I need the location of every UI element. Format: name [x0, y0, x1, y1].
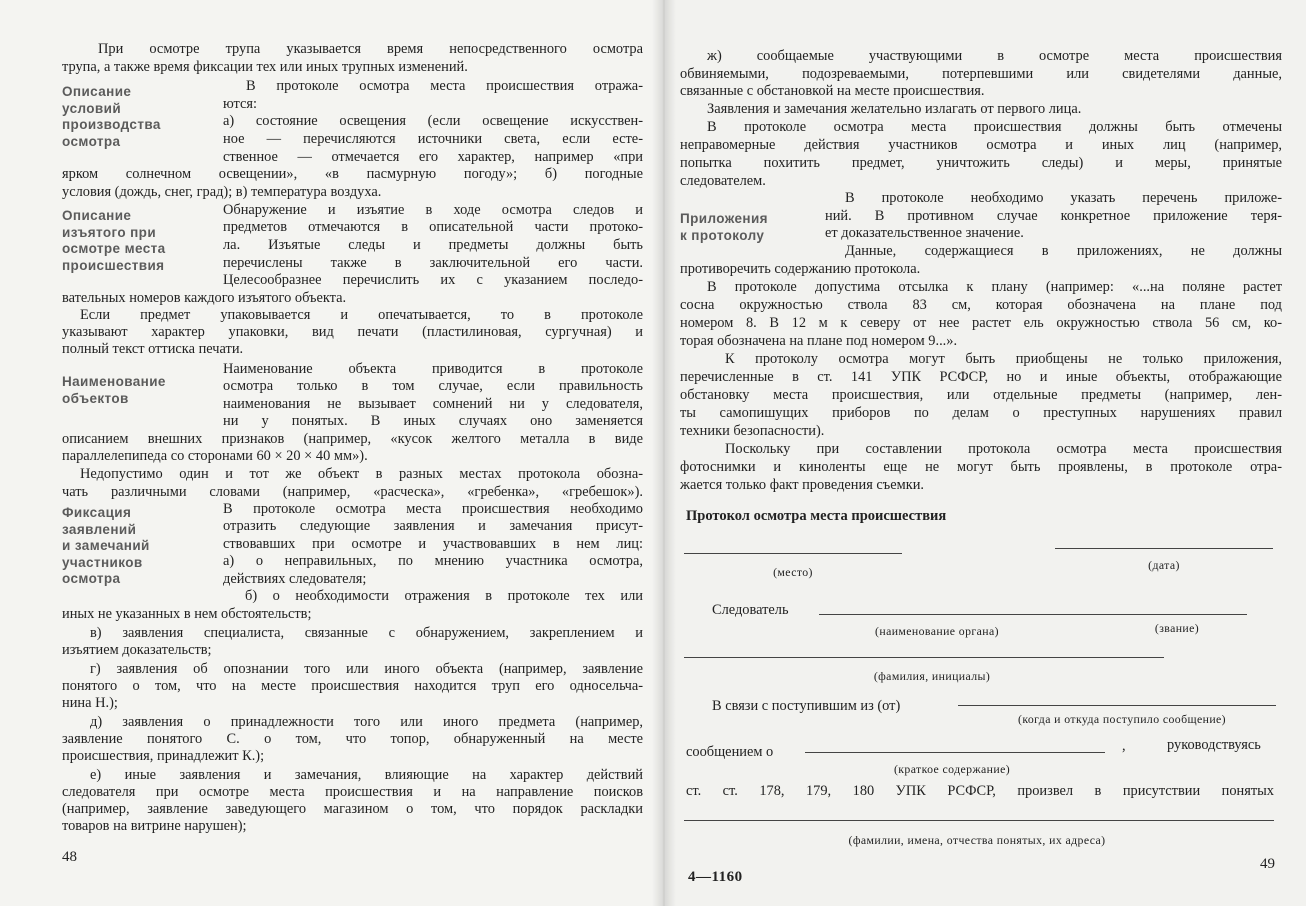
name-caption: (фамилия, инициалы): [873, 669, 991, 683]
text-line: попытка похитить предмет, уничтожить следы) и меры, принятые: [680, 155, 1282, 171]
text-line: трупа, а также время фиксации тех или иных трупных изменений.: [62, 59, 468, 75]
text-line: следователя при осмотре места происшествия и на направление поисков: [62, 784, 643, 800]
place-line: [684, 553, 902, 554]
text-line: осмотра только в том случае, если правильность: [223, 378, 643, 394]
text-line: Поскольку при составлении протокола осмотра места происшествия: [725, 441, 1282, 457]
book-gutter: [652, 0, 676, 906]
text-line: ний. В противном случае конкретное приложение теря-: [825, 208, 1282, 224]
text-line: неправомерные действия участников осмотра и иных лиц (например,: [680, 137, 1282, 153]
text-line: В протоколе осмотра места происшествия отража-: [246, 78, 643, 94]
organ-caption: (наименование органа): [875, 624, 999, 638]
summary-caption: (краткое содержание): [893, 762, 1011, 776]
incoming-line: [958, 705, 1276, 706]
text-line: изъятием доказательств;: [62, 642, 212, 658]
text-line: полный текст оттиска печати.: [62, 341, 244, 357]
text-line: Обнаружение и изъятие в ходе осмотра следов и: [223, 202, 643, 218]
text-line: товаров на витрине нарушен);: [62, 818, 247, 834]
text-line: ются:: [223, 96, 258, 112]
text-line: чать различными словами (например, «расческа», «гребенка», «гребешок»).: [62, 484, 643, 500]
text-line: В протоколе необходимо указать перечень приложе-: [845, 190, 1282, 206]
page-number: 48: [62, 849, 77, 865]
text-line: ла. Изъятые следы и предметы должны быть: [223, 237, 643, 253]
rank-caption: (звание): [1154, 621, 1200, 635]
text-line: заявление понятого С. о том, что топор, обнаруженный на месте: [62, 731, 643, 747]
text-line: перечислены также в заключительной его части.: [223, 255, 643, 271]
text-line: В протоколе допустима отсылка к плану (например: «...на поляне растет: [707, 279, 1282, 295]
text-line: перечисленные в ст. 141 УПК РСФСР, но и иные объекты, отображающие: [680, 369, 1282, 385]
text-line: В протоколе осмотра места происшествия должны быть отмечены: [707, 119, 1282, 135]
message-line: [805, 752, 1105, 753]
incoming-caption: (когда и откуда поступило сообщение): [1017, 712, 1226, 726]
text-line: фотоснимки и киноленты еще не могут быть проявлены, в протоколе отра-: [680, 459, 1282, 475]
text-line: описанием внешних признаков (например, «кусок желтого металла в виде: [62, 431, 643, 447]
text-line: Недопустимо один и тот же объект в разных местах протокола обозна-: [80, 466, 643, 482]
text-line: В протоколе осмотра места происшествия необходимо: [223, 501, 643, 517]
text-line: следователем.: [680, 173, 766, 189]
text-line: вательных номеров каждого изъятого объекта.: [62, 290, 347, 306]
text-line: условия (дождь, снег, град); в) температура воздуха.: [62, 184, 382, 200]
text-line: ни у понятых. В иных случаях оно заменяется: [223, 413, 643, 429]
text-line: Данные, содержащиеся в приложениях, не должны: [845, 243, 1282, 259]
place-caption: (место): [773, 565, 813, 579]
text-line: Целесообразнее перечислить их с указанием последо-: [223, 272, 643, 288]
text-line: обстановку места происшествия, или отдельные предметы (например, лен-: [680, 387, 1282, 403]
text-line: ярком солнечном освещении», «в пасмурную погоду»; б) погодные: [62, 166, 643, 182]
text-line: Наименование объекта приводится в протоколе: [223, 361, 643, 377]
text-line: иных не указанных в нем обстоятельств;: [62, 606, 312, 622]
margin-heading: Приложения к протоколу: [680, 211, 768, 243]
text-line: Заявления и замечания желательно излагать от первого лица.: [707, 101, 1082, 117]
witnesses-caption: (фамилии, имена, отчества понятых, их адреса): [848, 833, 1106, 847]
text-line: торая обозначена на плане под номером 9...».: [680, 333, 958, 349]
printer-signature: 4—1160: [688, 869, 743, 885]
text-line: е) иные заявления и замечания, влияющие на характер действий: [90, 767, 643, 783]
articles-text: ст. ст. 178, 179, 180 УПК РСФСР, произвел в присутствии понятых: [686, 783, 1274, 799]
text-line: наименования не вызывает сомнений ни у следователя,: [223, 396, 643, 412]
text-line: техники безопасности).: [680, 423, 825, 439]
date-line: [1055, 548, 1273, 549]
text-line: предметов отмечаются в описательной части протоко-: [223, 219, 643, 235]
text-line: а) о неправильных, по мнению участника осмотра,: [223, 553, 643, 569]
text-line: б) о необходимости отражения в протоколе тех или: [245, 588, 643, 604]
text-line: д) заявления о принадлежности того или иного предмета (например,: [90, 714, 643, 730]
text-line: г) заявления об опознании того или иного объекта (например, заявление: [90, 661, 643, 677]
text-line: (например, заявление заведующего магазином о том, что порядок раскладки: [62, 801, 643, 817]
investigator-label: Следователь: [712, 602, 789, 618]
text-line: ет доказательственное значение.: [825, 225, 1024, 241]
text-line: номером 8. В 12 м к северу от нее растет ель окружностью ствола 56 см, ко-: [680, 315, 1282, 331]
text-line: происшествия, принадлежит К.);: [62, 748, 265, 764]
text-line: Если предмет упаковывается и опечатывается, то в протоколе: [80, 307, 643, 323]
right-page: [662, 0, 1306, 906]
message-label: сообщением о: [686, 744, 774, 760]
text-line: ное — перечисляются источники света, если есте-: [223, 131, 643, 147]
margin-heading: Описание условий производства осмотра: [62, 84, 161, 149]
text-line: параллелепипеда со сторонами 60 × 20 × 40 мм»).: [62, 448, 368, 464]
margin-heading: Фиксация заявлений и замечаний участников осмотра: [62, 505, 150, 586]
page-number: 49: [1260, 856, 1275, 872]
text-line: ствовавших при осмотре и участвовавших в нем лиц:: [223, 536, 643, 552]
text-line: нина Н.);: [62, 695, 118, 711]
text-line: При осмотре трупа указывается время непосредственного осмотра: [98, 41, 643, 57]
name-line: [684, 657, 1164, 658]
form-title: Протокол осмотра места происшествия: [686, 508, 947, 524]
text-line: жается только факт проведения съемки.: [680, 477, 925, 493]
text-line: ственное — отмечается его характер, например «при: [223, 149, 643, 165]
investigator-line: [819, 614, 1247, 615]
text-line: а) состояние освещения (если освещение искусствен-: [223, 113, 643, 129]
text-line: действиях следователя;: [223, 571, 367, 587]
date-caption: (дата): [1148, 558, 1180, 572]
margin-heading: Описание изъятого при осмотре места происшествия: [62, 208, 166, 273]
margin-heading: Наименование объектов: [62, 374, 166, 406]
text-line: указывают характер упаковки, вид печати (пластилиновая, сургучная) и: [62, 324, 643, 340]
text-line: К протоколу осмотра могут быть приобщены не только приложения,: [725, 351, 1282, 367]
comma: ,: [1122, 738, 1126, 754]
text-line: обвиняемыми, подозреваемыми, потерпевшими или свидетелями данные,: [680, 66, 1282, 82]
guided-label: руководствуясь: [1167, 737, 1261, 753]
text-line: противоречить содержанию протокола.: [680, 261, 921, 277]
text-line: ж) сообщаемые участвующими в осмотре места происшествия: [707, 48, 1282, 64]
text-line: связанные с обстановкой на месте происшествия.: [680, 83, 985, 99]
text-line: ты самопишущих приборов по делам о преступных нарушениях правил: [680, 405, 1282, 421]
witnesses-line: [684, 820, 1274, 821]
text-line: отразить следующие заявления и замечания присут-: [223, 518, 643, 534]
text-line: понятого о том, что на месте происшествия находится труп его односельча-: [62, 678, 643, 694]
text-line: сосна окружностью ствола 83 см, которая обозначена на плане под: [680, 297, 1282, 313]
incoming-label: В связи с поступившим из (от): [712, 698, 901, 714]
text-line: в) заявления специалиста, связанные с обнаружением, закреплением и: [90, 625, 643, 641]
